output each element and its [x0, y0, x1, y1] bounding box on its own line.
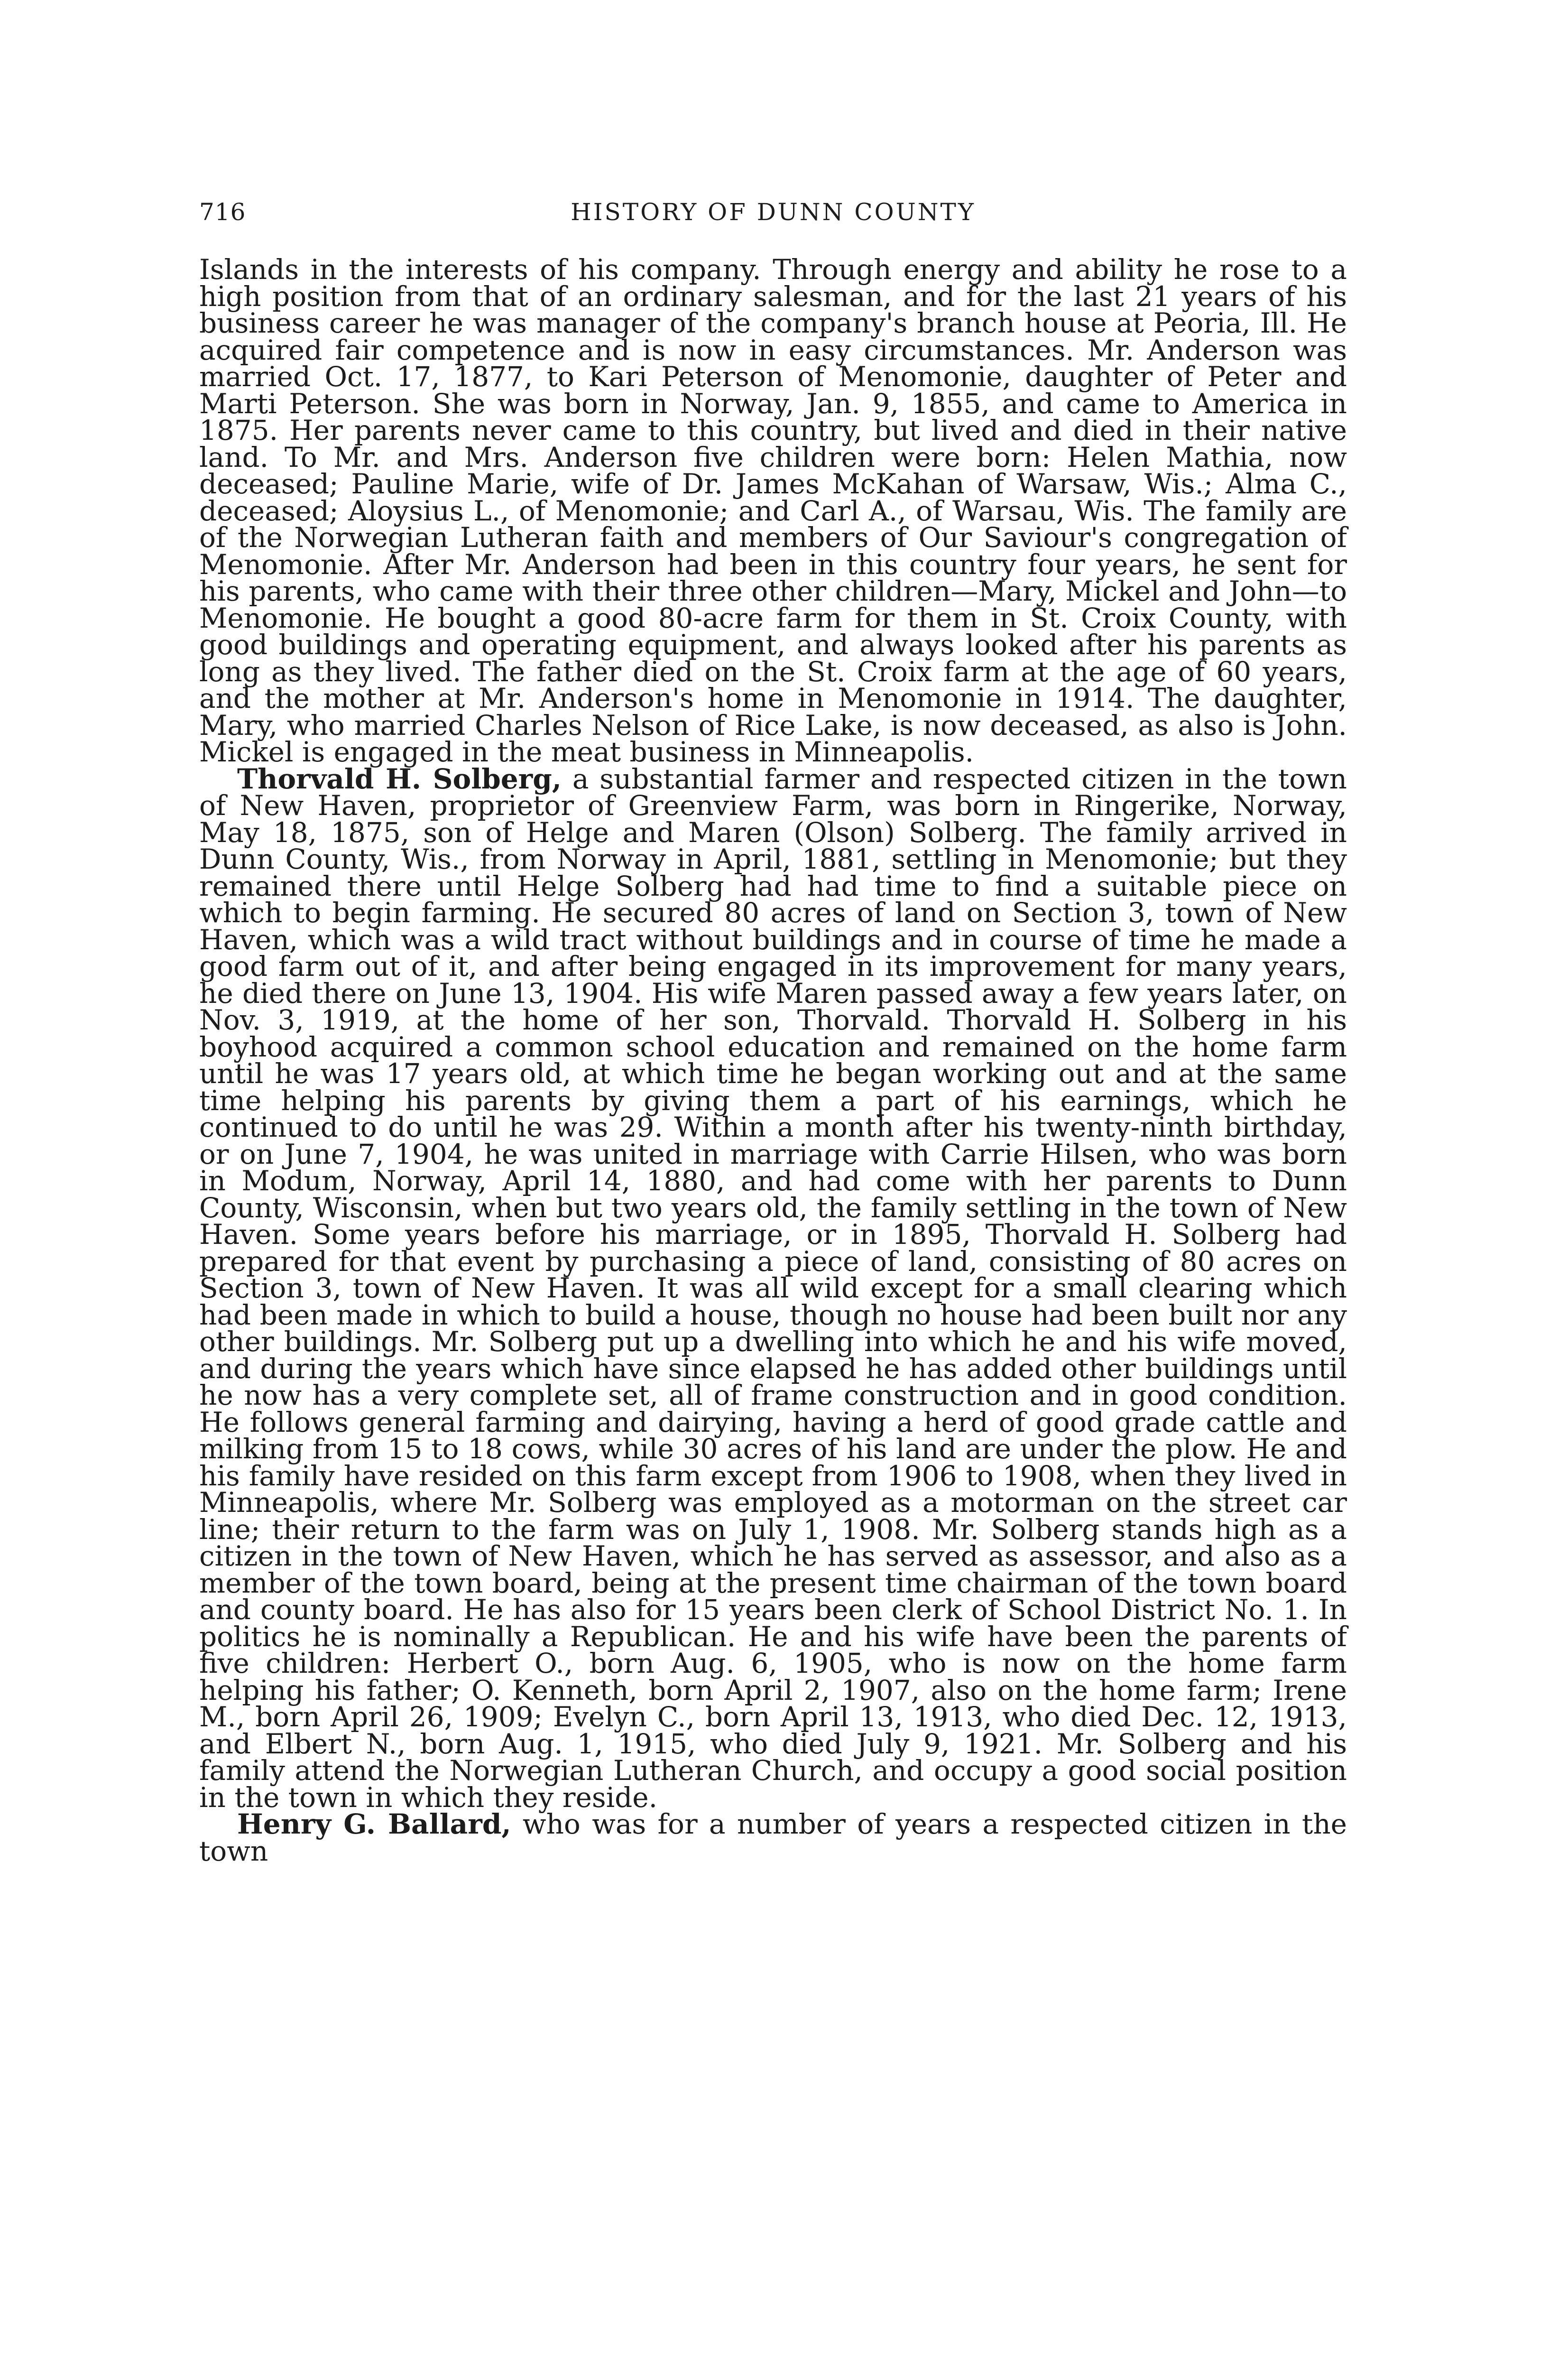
paragraph-text: who was for a number of years a respected citizen in the town — [199, 1808, 1347, 1867]
paragraph-anderson-continued — [199, 253, 1347, 768]
biography-subject-name: Thorvald H. Solberg, — [237, 762, 562, 795]
paragraph-text: Islands in the interests of his company. Through energy and ability he rose to a high position from that of an ordinary salesman, and for the last 21 years of his business career he was manager of the company's branch house at Peoria, Ill. He acquired fair competence and is now in easy circumstances. Mr. Anderson was married Oct. 17, 1877, to Kari Peterson of Menomonie, daughter of Peter and Marti Peterson. She was born in Norway, Jan. 9, 1855, and came to America in 1875. Her parents never came to this country, but lived and died in their native land. To Mr. and Mrs. Anderson five children were born: Helen Mathia, now deceased; Pauline Marie, wife of Dr. James McKahan of Warsaw, Wis.; Alma C., deceased; Aloysius L., of Menomonie; and Carl A., of Warsau, Wis. The family are of the Norwegian Lutheran faith and members of Our Saviour's congregation of Menomonie. After Mr. Anderson had been in this country four years, he sent for his parents, who came with their three other children—Mary, Mickel and John—to Menomonie. He bought a good 80-acre farm for them in St. Croix County, with good buildings and operating equipment, and always looked after his parents as long as they lived. The father died on the St. Croix farm at the age of 60 years, and the mother at Mr. Anderson's home in Menomonie in 1914. The daughter, Mary, who married Charles Nelson of Rice Lake, is now deceased, as also is John. Mickel is engaged in the meat business in Minneapolis. — [199, 253, 1347, 768]
page-number: 716 — [199, 198, 246, 226]
running-head: HISTORY OF DUNN COUNTY — [571, 198, 976, 226]
body-text — [199, 253, 1347, 1867]
paragraph-text: a substantial farmer and respected citizen in the town of New Haven, proprietor of Greenview Farm, was born in Ringerike, Norway, May 18, 1875, son of Helge and Maren (Olson) Solberg. The family arrived in Dunn County, Wis., from Norway in April, 1881, settling in Menomonie; but they remained there until Helge Solberg had had time to find a suitable piece on which to begin farming. He secured 80 acres of land on Section 3, town of New Haven, which was a wild tract without buildings and in course of time he made a good farm out of it, and after being engaged in its improvement for many years, he died there on June 13, 1904. His wife Maren passed away a few years later, on Nov. 3, 1919, at the home of her son, Thorvald. Thorvald H. Solberg in his boyhood acquired a common school education and remained on the home farm until he was 17 years old, at which time he began working out and at the same time helping his parents by giving them a part of his earnings, which he continued to do until he was 29. Within a month after his twenty-ninth birthday, or on June 7, 1904, he was united in marriage with Carrie Hilsen, who was born in Modum, Norway, April 14, 1880, and had come with her parents to Dunn County, Wisconsin, when but two years old, the family settling in the town of New Haven. Some years before his marriage, or in 1895, Thorvald H. Solberg had prepared for that event by purchasing a piece of land, consisting of 80 acres on Section 3, town of New Haven. It was all wild except for a small clearing which had been made in which to build a house, though no house had been built nor any other buildings. Mr. Solberg put up a dwelling into which he and his wife moved, and during the years which have since elapsed he has added other buildings until he now has a very complete set, all of frame construction and in good condition. He follows general farming and dairying, having a herd of good grade cattle and milking from 15 to 18 cows, while 30 acres of his land are under the plow. He and his family have resided on this farm except from 1906 to 1908, when they lived in Minneapolis, where Mr. Solberg was employed as a motorman on the street car line; their return to the farm was on July 1, 1908. Mr. Solberg stands high as a citizen in the town of New Haven, which he has served as assessor, and also as a member of the town board, being at the present time chairman of the town board and county board. He has also for 15 years been clerk of School District No. 1. In politics he is nominally a Republican. He and his wife have been the parents of five children: Herbert O., born Aug. 6, 1905, who is now on the home farm helping his father; O. Kenneth, born April 2, 1907, also on the home farm; Irene M., born April 26, 1909; Evelyn C., born April 13, 1913, who died Dec. 12, 1913, and Elbert N., born Aug. 1, 1915, who died July 9, 1921. Mr. Solberg and his family attend the Norwegian Lutheran Church, and occupy a good social position in the town in which they reside. — [199, 762, 1347, 1814]
page-header — [199, 198, 1347, 232]
paragraph-ballard-biography — [199, 1808, 1347, 1867]
biography-subject-name: Henry G. Ballard, — [237, 1808, 511, 1840]
paragraph-solberg-biography — [199, 762, 1347, 1814]
